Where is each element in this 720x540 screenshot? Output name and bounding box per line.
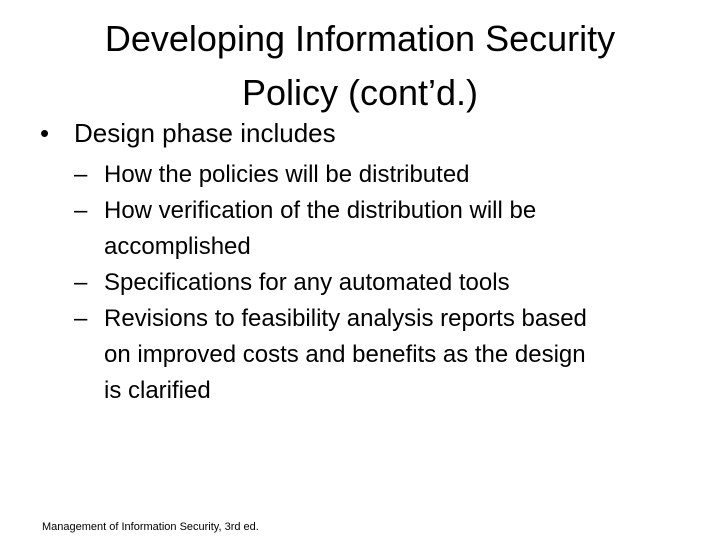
slide-title-line-1: Developing Information Security — [104, 18, 616, 59]
sub-bullet-line: accomplished — [104, 233, 251, 260]
sub-bullet-item — [74, 193, 694, 265]
sub-bullet-item — [74, 301, 694, 409]
sub-bullet-line: on improved costs and benefits as the design — [104, 341, 586, 368]
sub-bullet-line: Revisions to feasibility analysis reports based — [104, 305, 587, 332]
main-bullet — [40, 115, 336, 151]
slide-title — [60, 12, 660, 120]
sub-bullet-line: is clarified — [104, 377, 211, 404]
sub-bullet-line: How the policies will be distributed — [104, 161, 470, 188]
dash-icon: – — [74, 197, 88, 224]
bullet-dot-icon: • — [40, 118, 50, 148]
slide-footer: Management of Information Security, 3rd ed. — [42, 521, 259, 533]
dash-icon: – — [74, 269, 88, 296]
sub-bullet-list — [74, 157, 694, 409]
main-bullet-text: Design phase includes — [74, 118, 336, 148]
sub-bullet-line: Specifications for any automated tools — [104, 269, 510, 296]
dash-icon: – — [74, 161, 88, 188]
sub-bullet-item — [74, 265, 694, 301]
slide-title-line-2: Policy (cont’d.) — [241, 72, 479, 113]
dash-icon: – — [74, 305, 88, 332]
sub-bullet-line: How verification of the distribution will be — [104, 197, 537, 224]
sub-bullet-item — [74, 157, 694, 193]
